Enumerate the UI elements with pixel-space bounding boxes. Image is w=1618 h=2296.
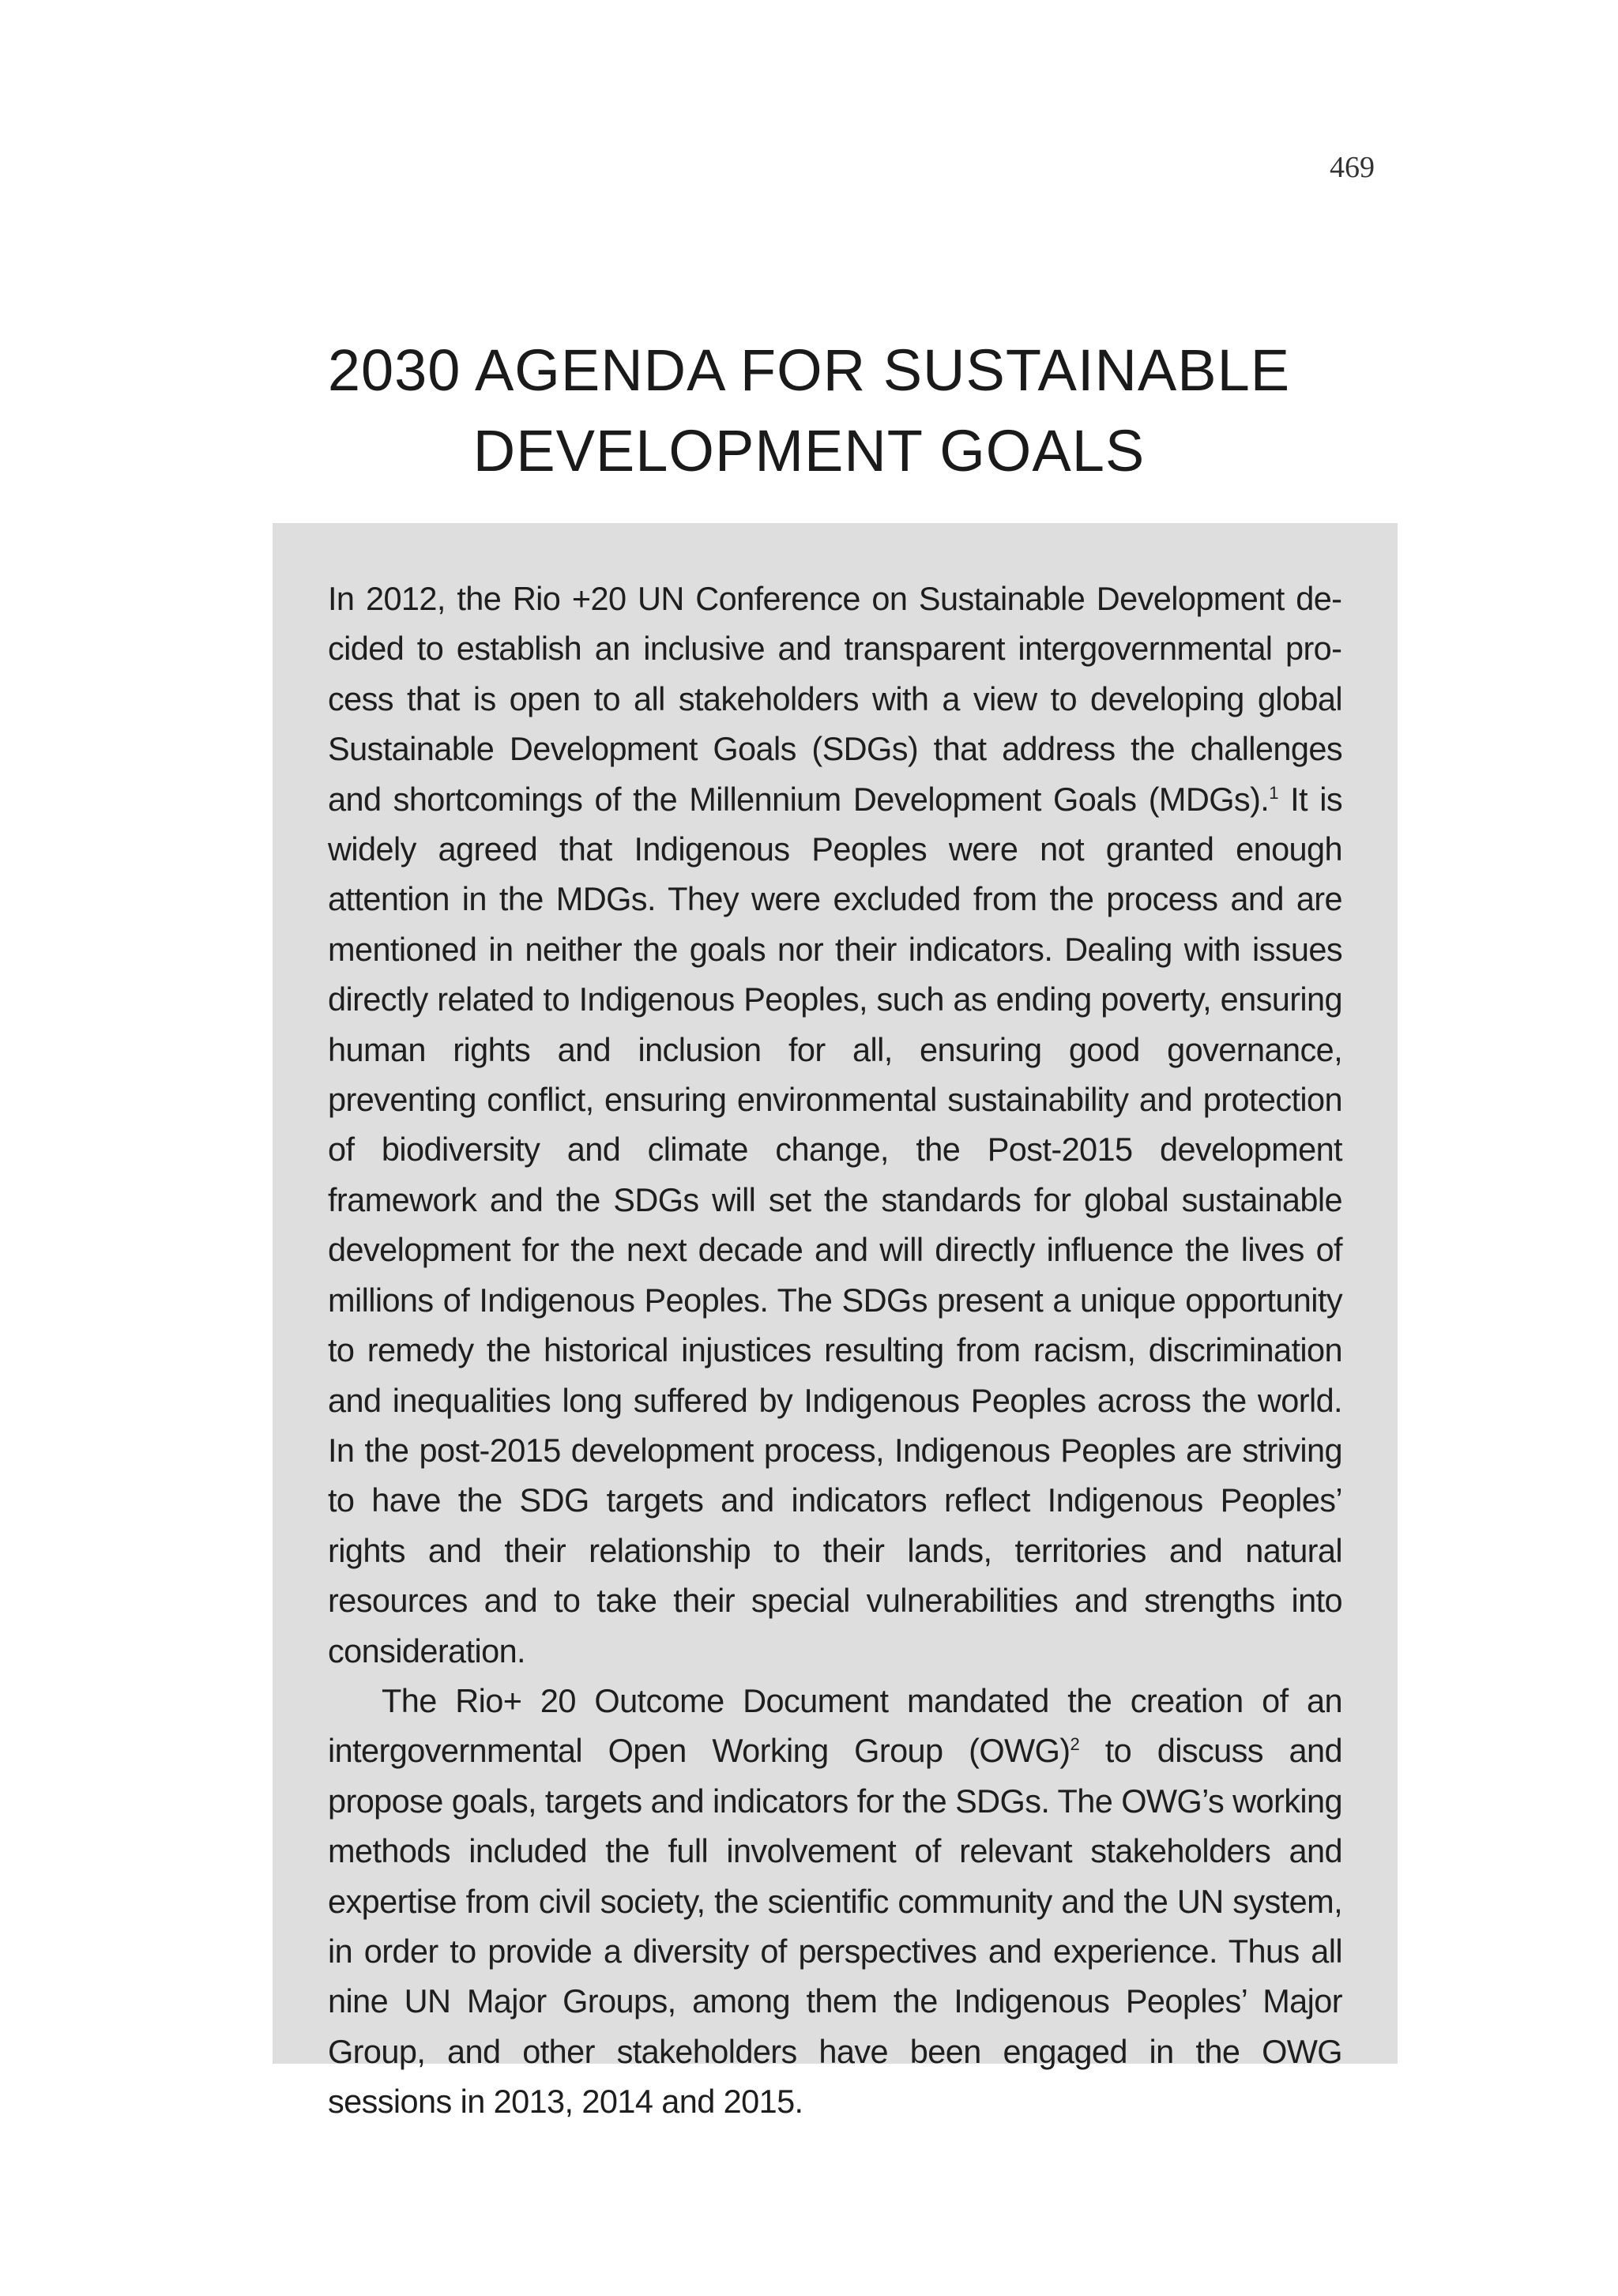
page-title-line-2: DEVELOPMENT GOALS	[472, 418, 1146, 484]
paragraph-1-text-a: In 2012, the Rio +20 UN Conference on Sustainable Development decided to establish an inclusive and transparent intergovernmental process that is open to all stakeholders with a view to developing global Sustainable Development Goals (SDGs) that address the challenges and shortcomings of the Millennium Development Goals (MDGs).	[328, 580, 1342, 818]
page-number: 469	[1330, 151, 1375, 184]
footnote-marker-1[interactable]: 1	[1269, 782, 1278, 803]
page-title-line-1: 2030 AGENDA FOR SUSTAINABLE	[327, 337, 1291, 403]
paragraph-1	[328, 574, 1342, 1676]
paragraph-1-text-b: It is widely agreed that Indigenous Peoples were not granted enough attention in the MDGs. They were excluded from the process and are mentioned in neither the goals nor their indicators. Dealing with issues directly related to Indigenous Peoples, such as ending poverty, ensuring human rights and inclusion for all, ensuring good governance, preventing conflict, ensuring environmental sustainability and protection of biodiversity and climate change, the Post-2015 development framework and the SDGs will set the standards for global sustainable development for the next decade and will directly influence the lives of millions of Indigenous Peoples. The SDGs present a unique opportunity to remedy the historical injustices resulting from racism, discrimination and inequalities long suffered by Indigenous Peoples across the world. In the post-2015 development process, Indigenous Peoples are striving to have the SDG targets and indicators reflect Indigenous Peoples’ rights and their relationship to their lands, territories and natural resources and to take their special vulnerabilities and strengths into consideration.	[328, 780, 1342, 1669]
box-body	[328, 574, 1342, 2127]
paragraph-2-text-a: The Rio+ 20 Outcome Document mandated the creation of an intergovernmental Open Working Group (OWG)	[328, 1681, 1342, 1770]
paragraph-2	[328, 1676, 1342, 2127]
footnote-marker-2[interactable]: 2	[1070, 1734, 1080, 1755]
page-title	[237, 330, 1381, 491]
paragraph-2-text-b: to discuss and propose goals, targets and indicators for the SDGs. The OWG’s working methods included the full involvement of relevant stakeholders and expertise from civil society, the scientific community and the UN system, in order to provide a diversity of perspectives and experience. Thus all nine UN Major Groups, among them the Indigenous Peoples’ Major Group, and other stakeholders have been engaged in the OWG sessions in 2013, 2014 and 2015.	[328, 1732, 1342, 2121]
